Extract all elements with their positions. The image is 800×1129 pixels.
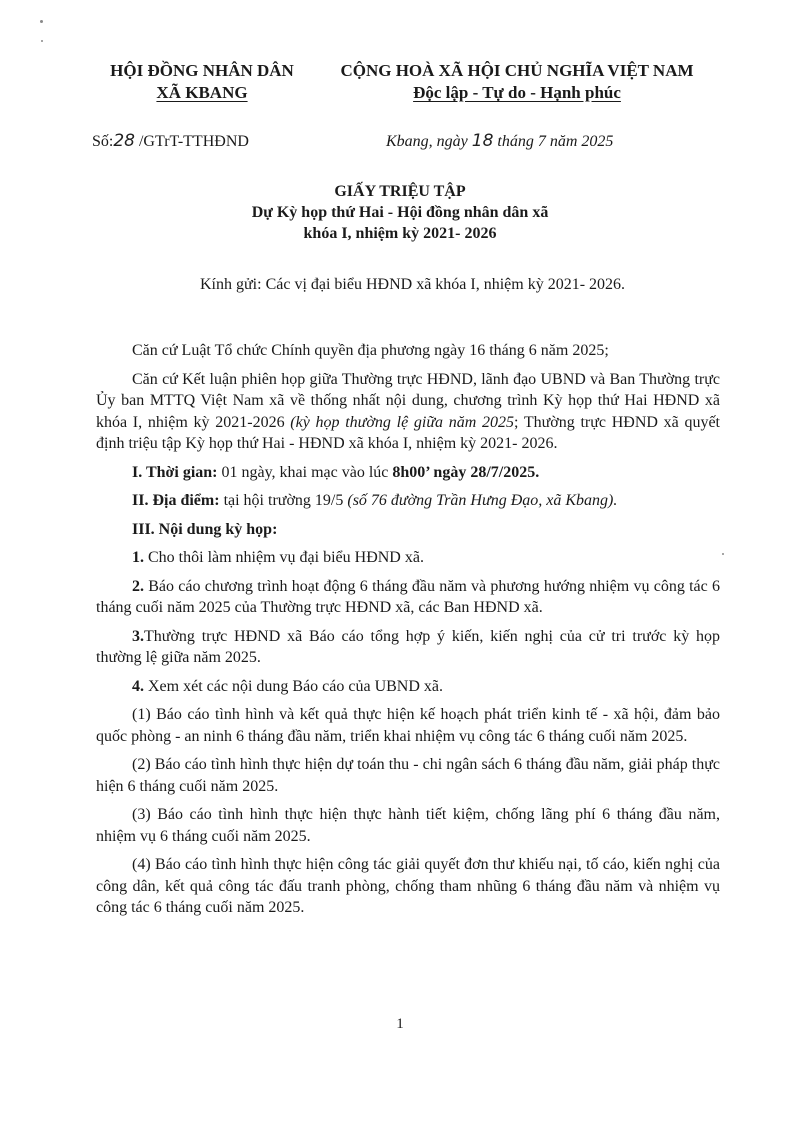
date-part2: tháng 7 năm 2025: [493, 133, 614, 150]
authority-unit: XÃ KBANG: [156, 83, 248, 102]
legal-basis-1: Căn cứ Luật Tổ chức Chính quyền địa phương ngày 16 tháng 6 năm 2025;: [132, 342, 609, 359]
agenda-item-1: [96, 547, 720, 569]
recipient-line: Kính gửi: Các vị đại biểu HĐND xã khóa I, nhiệm kỳ 2021- 2026.: [200, 276, 626, 293]
report-item-3: (3) Báo cáo tình hình thực hiện thực hành tiết kiệm, chống lãng phí 6 tháng đầu năm, nhiệm vụ 6 tháng cuối năm 2025.: [96, 806, 720, 845]
section-time: [96, 462, 720, 484]
place-label: II. Địa điểm:: [132, 492, 220, 509]
issuing-authority: [92, 60, 312, 104]
doc-number-prefix: Số:: [92, 133, 114, 150]
national-title: CỘNG HOÀ XÃ HỘI CHỦ NGHĨA VIỆT NAM: [340, 61, 694, 80]
document-title: [100, 181, 700, 244]
document-number: [92, 131, 249, 151]
legal-basis-2-italic: (kỳ họp thường lệ giữa năm 2025: [290, 413, 514, 431]
section-content-heading: [96, 519, 720, 541]
item-4-number: 4.: [132, 677, 144, 695]
item-3-text: Thường trực HĐND xã Báo cáo tổng hợp ý kiến, kiến nghị của cử tri trước kỳ họp thường lệ giữa năm 2025.: [96, 627, 720, 666]
document-body: [96, 340, 720, 926]
title-line-3: khóa I, nhiệm kỳ 2021- 2026: [303, 225, 497, 242]
time-label: I. Thời gian:: [132, 463, 218, 481]
item-2-number: 2.: [132, 577, 144, 595]
item-2-text: Báo cáo chương trình hoạt động 6 tháng đầu năm và phương hướng nhiệm vụ công tác 6 tháng cuối năm 2025 của Thường trực HĐND xã, các Ban HĐND xã.: [96, 577, 720, 616]
doc-number-suffix: /GTrT-TTHĐND: [134, 133, 249, 150]
place-text: tại hội trường 19/5: [219, 492, 348, 509]
legal-basis-2-tail: ; Thường trực HĐND xã quyết định triệu tập Kỳ họp thứ Hai - HĐND xã khóa I, nhiệm kỳ 2021- 2026.: [96, 413, 720, 452]
agenda-item-2: [96, 576, 720, 619]
date-part1: Kbang, ngày: [386, 133, 472, 150]
agenda-item-3: [96, 626, 720, 669]
item-1-text: Cho thôi làm nhiệm vụ đại biểu HĐND xã.: [144, 549, 424, 566]
authority-name: HỘI ĐỒNG NHÂN DÂN: [110, 61, 294, 80]
scan-speck: [41, 40, 43, 42]
time-text: 01 ngày, khai mạc vào lúc: [217, 463, 393, 481]
report-item-4: (4) Báo cáo tình hình thực hiện công tác giải quyết đơn thư khiếu nại, tố cáo, kiến nghị của công dân, kết quả công tác đấu tranh phòng, chống tham nhũng 6 tháng đầu năm và nhiệm vụ công tác 6 tháng cuối năm 2025.: [96, 856, 720, 916]
agenda-item-4: [96, 676, 720, 698]
report-item-2: (2) Báo cáo tình hình thực hiện dự toán thu - chi ngân sách 6 tháng đầu năm, giải pháp thực hiện 6 tháng cuối năm 2025.: [96, 756, 720, 795]
scan-speck: [722, 553, 724, 555]
item-3-number: 3.: [132, 627, 144, 645]
legal-basis-2: [96, 369, 720, 455]
time-value: 8h00’ ngày 28/7/2025.: [392, 463, 540, 481]
report-item-1: (1) Báo cáo tình hình và kết quả thực hiện kế hoạch phát triển kinh tế - xã hội, đảm bảo quốc phòng - an ninh 6 tháng đầu năm, triển khai nhiệm vụ công tác 6 tháng cuối năm 2025.: [96, 706, 720, 745]
date-day-handwritten: 18: [471, 131, 494, 151]
place-address: (số 76 đường Trần Hưng Đạo, xã Kbang).: [347, 492, 618, 509]
legal-basis-2-text: Căn cứ Kết luận phiên họp giữa Thường trực HĐND, lãnh đạo UBND và Ban Thường trực Ủy ban MTTQ Việt Nam xã về thống nhất nội dung, chương trình Kỳ họp thứ Hai HĐND xã khóa I, nhiệm kỳ 2021-2026: [96, 370, 720, 431]
doc-number-handwritten: 28: [113, 131, 135, 151]
title-line-1: GIẤY TRIỆU TẬP: [334, 183, 466, 200]
section-place: [96, 490, 720, 512]
content-label: III. Nội dung kỳ họp:: [132, 520, 278, 538]
item-1-number: 1.: [132, 549, 144, 566]
national-header: [312, 60, 722, 104]
title-line-2: Dự Kỳ họp thứ Hai - Hội đồng nhân dân xã: [251, 204, 549, 221]
page-number: 1: [396, 1016, 404, 1032]
item-4-text: Xem xét các nội dung Báo cáo của UBND xã.: [144, 677, 444, 695]
scan-speck: [40, 20, 43, 23]
place-date: [386, 131, 613, 151]
national-motto: Độc lập - Tự do - Hạnh phúc: [413, 83, 621, 102]
